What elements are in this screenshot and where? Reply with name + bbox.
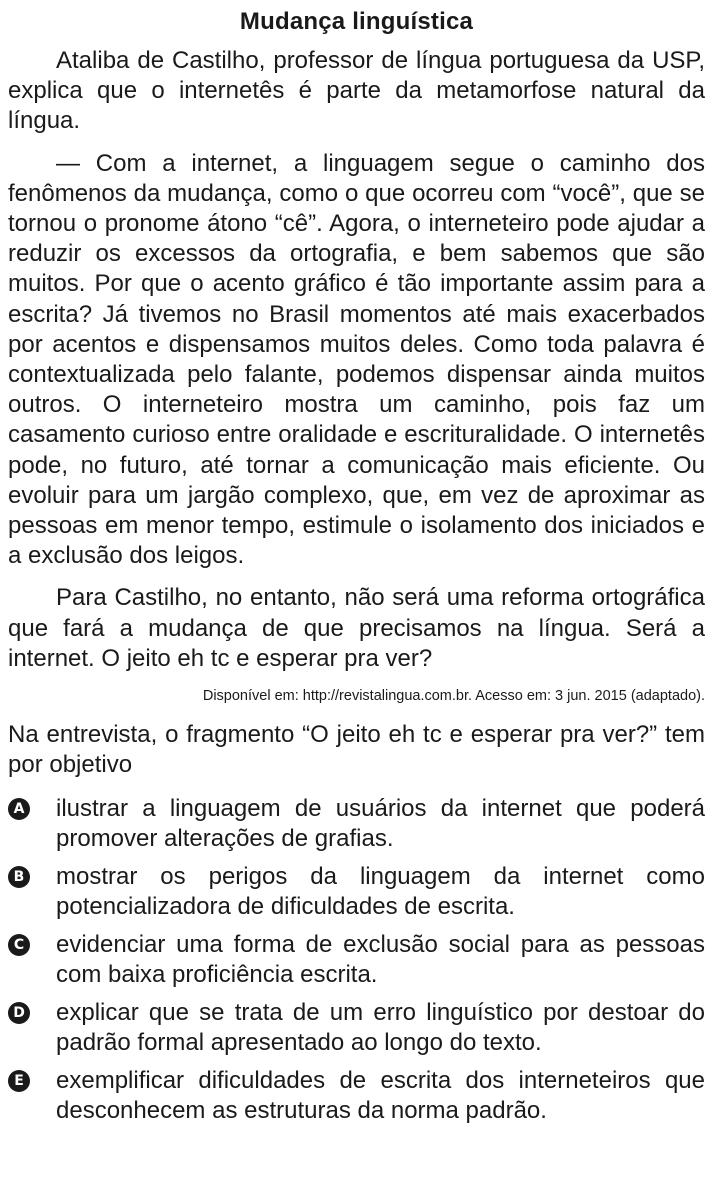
question-stem: Na entrevista, o fragmento “O jeito eh tc e esperar pra ver?” tem por objetivo (8, 721, 705, 779)
option-c[interactable] (8, 930, 705, 990)
option-e[interactable] (8, 1066, 705, 1126)
option-d-letter-badge: D (8, 1002, 30, 1024)
option-c-text: evidenciar uma forma de exclusão social para as pessoas com baixa proficiência escrita. (56, 931, 705, 989)
option-d-text: explicar que se trata de um erro linguístico por destoar do padrão formal apresentado ao longo do texto. (56, 999, 705, 1057)
option-c-letter-badge: C (8, 934, 30, 956)
option-a-letter-badge: A (8, 798, 30, 820)
option-b-letter-badge: B (8, 866, 30, 888)
option-b-text: mostrar os perigos da linguagem da internet como potencializadora de dificuldades de escrita. (56, 863, 705, 921)
option-a[interactable] (8, 794, 705, 854)
option-e-text: exemplificar dificuldades de escrita dos interneteiros que desconhecem as estruturas da norma padrão. (56, 1067, 705, 1125)
paragraph-intro: Ataliba de Castilho, professor de língua portuguesa da USP, explica que o internetês é parte da metamorfose natural da língua. (8, 47, 705, 135)
paragraph-quote: — Com a internet, a linguagem segue o caminho dos fenômenos da mudança, como o que ocorreu com “você”, que se tornou o pronome átono “cê”. Agora, o interneteiro pode ajudar a reduzir os excessos da ortografia, e bem sabemos que são muitos. Por que o acento gráfico é tão importante assim para a escrita? Já tivemos no Brasil momentos até mais exacerbados por acentos e dispensamos muitos deles. Como toda palavra é contextualizada pelo falante, podemos dispensar ainda muitos outros. O interneteiro mostra um caminho, pois faz um casamento curioso entre oralidade e escrituralidade. O internetês pode, no futuro, até tornar a comunicação mais eficiente. Ou evoluir para um jargão complexo, que, em vez de aproximar as pessoas em menor tempo, estimule o isolamento dos iniciados e a exclusão dos leigos. (8, 149, 705, 570)
source-citation: Disponível em: http://revistalingua.com.br. Acesso em: 3 jun. 2015 (adaptado). (202, 688, 705, 705)
option-e-letter-badge: E (8, 1070, 30, 1092)
option-b[interactable] (8, 862, 705, 922)
text-title: Mudança linguística (239, 8, 474, 35)
answer-options (8, 794, 705, 1126)
paragraph-conclusion: Para Castilho, no entanto, não será uma reforma ortográfica que fará a mudança de que precisamos na língua. Será a internet. O jeito eh tc e esperar pra ver? (8, 584, 705, 672)
option-a-text: ilustrar a linguagem de usuários da internet que poderá promover alterações de grafias. (56, 795, 705, 853)
option-d[interactable] (8, 998, 705, 1058)
